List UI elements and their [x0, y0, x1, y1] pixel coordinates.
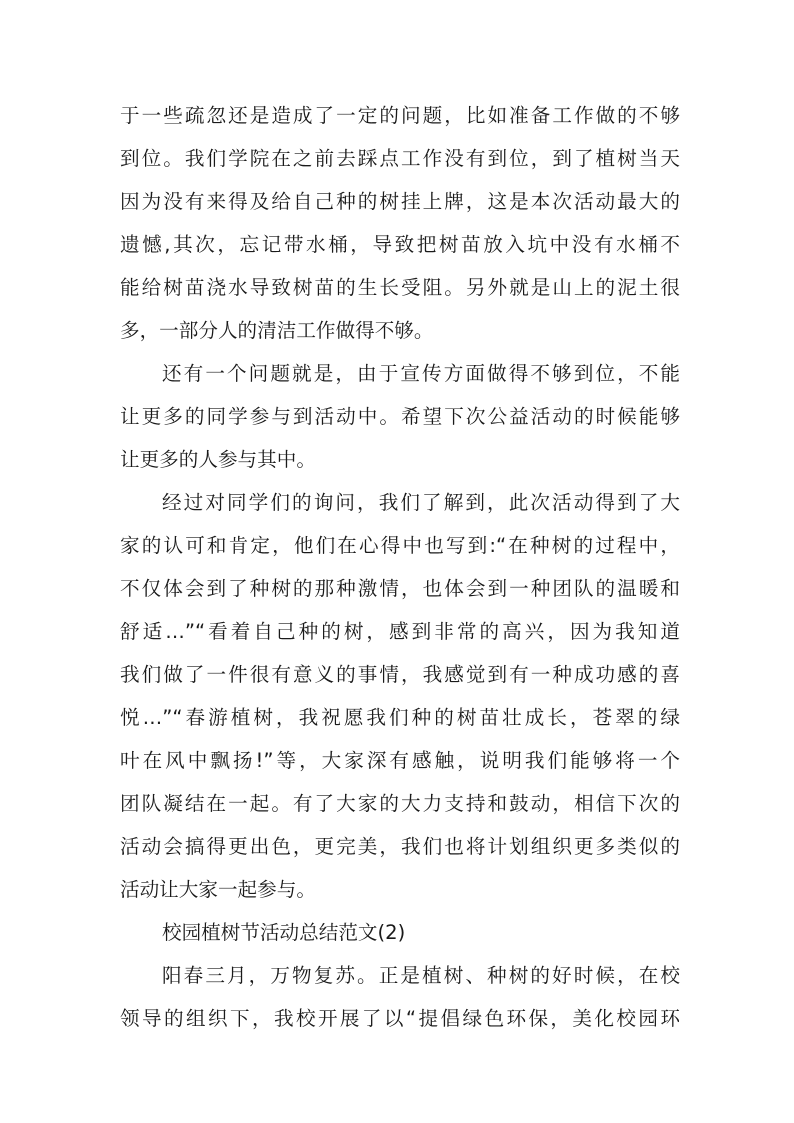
paragraph-line: 活动会搞得更出色，更完美，我们也将计划组织更多类似的	[120, 835, 680, 858]
paragraph-line: 让更多的人参与其中。	[120, 448, 316, 471]
paragraph-line: 阳春三月，万物复苏。正是植树、种树的好时候，在校	[162, 964, 680, 987]
paragraph-line: 活动让大家一起参与。	[120, 878, 316, 901]
paragraph-line: 多，一部分人的清洁工作做得不够。	[120, 319, 434, 342]
paragraph-line: 家的认可和肯定，他们在心得中也写到:“在种树的过程中，	[120, 534, 680, 557]
paragraph-line: 因为没有来得及给自己种的树挂上牌，这是本次活动最大的	[120, 190, 680, 213]
paragraph-line: 我们做了一件很有意义的事情，我感觉到有一种成功感的喜	[120, 663, 680, 686]
paragraph-line: 让更多的同学参与到活动中。希望下次公益活动的时候能够	[120, 405, 680, 428]
paragraph-line: 遗憾,其次，忘记带水桶，导致把树苗放入坑中没有水桶不	[120, 233, 680, 256]
paragraph-line: 能给树苗浇水导致树苗的生长受阻。另外就是山上的泥土很	[120, 276, 680, 299]
paragraph-line: 于一些疏忽还是造成了一定的问题，比如准备工作做的不够	[120, 104, 680, 127]
section-heading: 校园植树节活动总结范文(2)	[162, 921, 406, 944]
paragraph-line: 舒适…”“看着自己种的树，感到非常的高兴，因为我知道	[120, 620, 680, 643]
paragraph-line: 还有一个问题就是，由于宣传方面做得不够到位，不能	[162, 362, 680, 385]
paragraph-line: 领导的组织下，我校开展了以“提倡绿色环保，美化校园环	[120, 1007, 680, 1030]
paragraph-line: 经过对同学们的询问，我们了解到，此次活动得到了大	[162, 491, 680, 514]
paragraph-line: 悦…”“春游植树，我祝愿我们种的树苗壮成长，苍翠的绿	[120, 706, 680, 729]
paragraph-line: 叶在风中飘扬!”等，大家深有感触，说明我们能够将一个	[120, 749, 680, 772]
paragraph-line: 不仅体会到了种树的那种激情，也体会到一种团队的温暖和	[120, 577, 680, 600]
paragraph-line: 到位。我们学院在之前去踩点工作没有到位，到了植树当天	[120, 147, 680, 170]
paragraph-line: 团队凝结在一起。有了大家的大力支持和鼓动，相信下次的	[120, 792, 680, 815]
